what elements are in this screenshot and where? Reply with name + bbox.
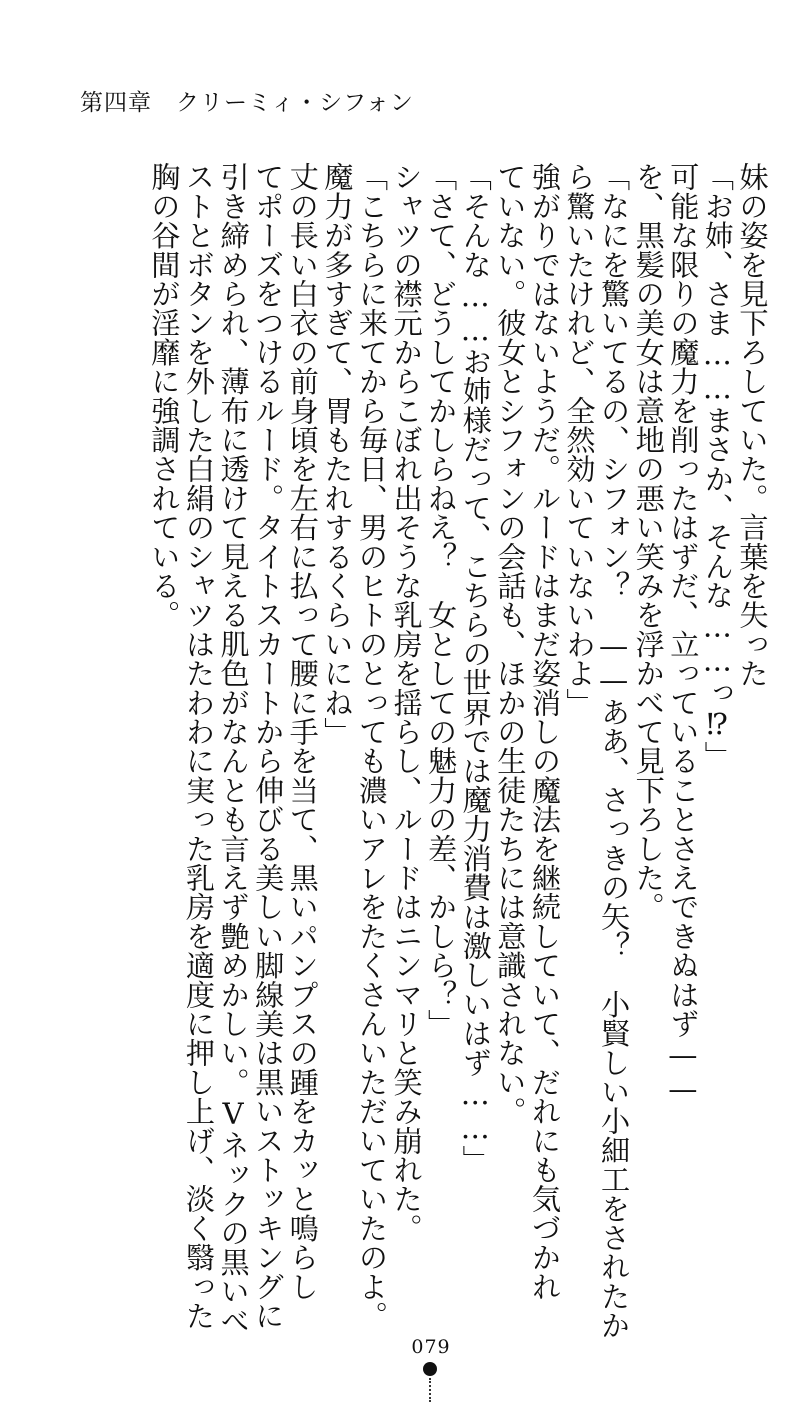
text-line: 魔力が多すぎて、胃もたれするくらいにね」 — [319, 162, 354, 746]
text-line: 「お姉、さま……まさか、そんな……っ⁉」 — [700, 162, 735, 770]
text-line: 「こちらに来てから毎日、男のヒトのとっても濃いアレをたくさんいただいていたのよ。 — [354, 162, 389, 1330]
text-line: 妹の姿を見下ろしていた。言葉を失った — [735, 162, 769, 688]
text-line: ていない。彼女とシフォンの会話も、ほかの生徒たちには意識されない。 — [492, 162, 527, 1126]
text-line: ら驚いたけれど、全然効いていないわよ」 — [562, 162, 597, 717]
text-line: ストとボタンを外した白絹のシャツはたわわに実った乳房を適度に押し上げ、淡く翳った — [181, 162, 216, 1330]
page-number: 079 — [411, 1336, 451, 1358]
text-line: 引き締められ、薄布に透けて見える肌色がなんとも言えず艶めかしい。Vネックの黒いべ — [216, 162, 251, 1335]
text-line: 胸の谷間が淫靡に強調されている。 — [146, 162, 181, 630]
text-line: シャツの襟元からこぼれ出そうな乳房を揺らし、ルードはニンマリと笑み崩れた。 — [389, 162, 424, 1243]
text-line: を、黒髪の美女は意地の悪い笑みを浮かべて見下ろした。 — [631, 162, 666, 922]
chapter-title: クリーミィ・シフォン — [176, 90, 414, 116]
folio-dotted-line — [429, 1378, 431, 1402]
text-line: 「さて、どうしてかしらねえ？ 女としての魅力の差、かしら？」 — [423, 162, 458, 1038]
folio-dot-ornament — [423, 1362, 437, 1376]
body-text — [146, 162, 769, 1340]
text-line: 強がりではないようだ。ルードはまだ姿消しの魔法を継続していて、だれにも気づかれ — [527, 162, 562, 1301]
chapter-number: 第四章 — [80, 90, 152, 116]
text-line: てポーズをつけるルード。タイトスカートから伸びる美しい脚線美は黒いストッキングに — [250, 162, 285, 1330]
text-line: 「なにを驚いてるの、シフォン？ ——ああ、さっきの矢？ 小賢しい小細工をされたか — [596, 162, 631, 1340]
text-line: 丈の長い白衣の前身頃を左右に払って腰に手を当て、黒いパンプスの踵をカッと鳴らし — [285, 162, 320, 1301]
text-line: 「そんな……お姉様だって、こちらの世界では魔力消費は激しいはず……」 — [458, 162, 493, 1174]
running-header — [80, 84, 414, 117]
text-line: 可能な限りの魔力を削ったはずだ、立っていることさえできぬはず—— — [665, 162, 700, 1106]
